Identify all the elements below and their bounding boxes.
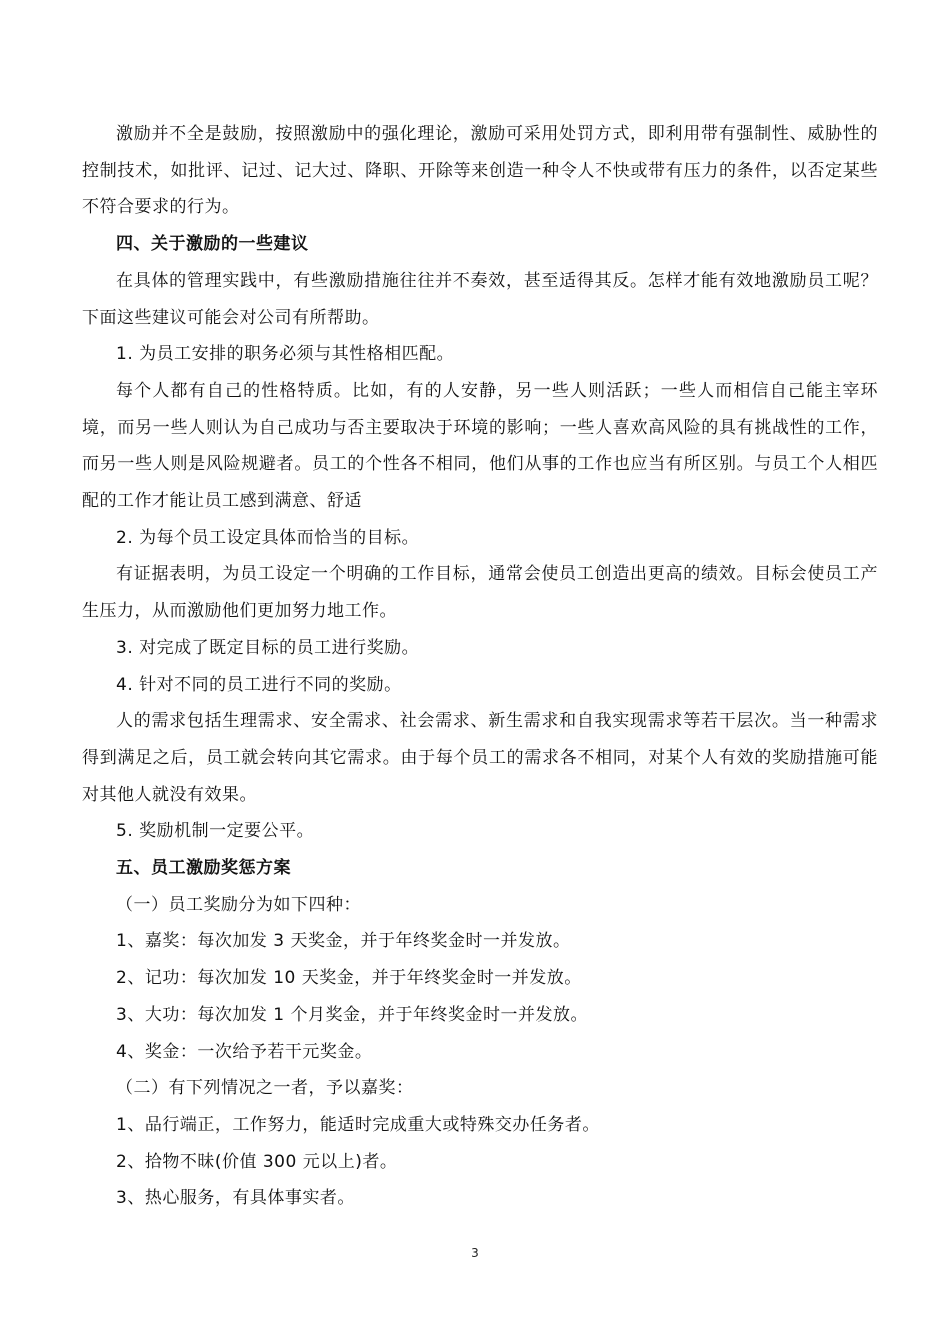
paragraph-personality-traits: 每个人都有自己的性格特质。比如，有的人安静，另一些人则活跃；一些人而相信自己能主宰环境，而另一些人则认为自己成功与否主要取决于环境的影响；一些人喜欢高风险的具有挑战性的工作，而另一些人则是风险规避者。员工的个性各不相同，他们从事的工作也应当有所区别。与员工个人相匹配的工作才能让员工感到满意、舒适 xyxy=(82,380,878,512)
list-item-suggestion-5: 5. 奖励机制一定要公平。 xyxy=(116,821,315,842)
list-item-major-merit: 3、大功：每次加发 1 个月奖金，并于年终奖金时一并发放。 xyxy=(116,1004,588,1025)
list-item-suggestion-1: 1. 为员工安排的职务必须与其性格相匹配。 xyxy=(116,344,455,365)
page-number: 3 xyxy=(471,1246,479,1260)
list-item-condition-2: 2、拾物不昧(价值 300 元以上)者。 xyxy=(116,1151,398,1172)
list-item-suggestion-4: 4. 针对不同的员工进行不同的奖励。 xyxy=(116,674,402,695)
section-heading-suggestions: 四、关于激励的一些建议 xyxy=(116,234,309,255)
list-item-bonus: 4、奖金：一次给予若干元奖金。 xyxy=(116,1041,373,1062)
section-heading-reward-punishment-plan: 五、员工激励奖惩方案 xyxy=(116,858,291,879)
list-item-suggestion-2: 2. 为每个员工设定具体而恰当的目标。 xyxy=(116,527,420,548)
list-item-condition-1: 1、品行端正，工作努力，能适时完成重大或特殊交办任务者。 xyxy=(116,1114,600,1135)
list-item-condition-3: 3、热心服务，有具体事实者。 xyxy=(116,1188,355,1209)
paragraph-needs-hierarchy: 人的需求包括生理需求、安全需求、社会需求、新生需求和自我实现需求等若干层次。当一种需求得到满足之后，员工就会转向其它需求。由于每个员工的需求各不相同，对某个人有效的奖励措施可能对其他人就没有效果。 xyxy=(82,711,878,805)
list-item-merit: 2、记功：每次加发 10 天奖金，并于年终奖金时一并发放。 xyxy=(116,968,582,989)
paragraph-goal-setting: 有证据表明，为员工设定一个明确的工作目标，通常会使员工创造出更高的绩效。目标会使员工产生压力，从而激励他们更加努力地工作。 xyxy=(82,564,878,622)
list-item-suggestion-3: 3. 对完成了既定目标的员工进行奖励。 xyxy=(116,637,420,658)
paragraph-management-practice: 在具体的管理实践中，有些激励措施往往并不奏效，甚至适得其反。怎样才能有效地激励员工呢？下面这些建议可能会对公司有所帮助。 xyxy=(82,270,878,328)
document-body xyxy=(82,116,878,1217)
subheading-reward-types: （一）员工奖励分为如下四种： xyxy=(116,894,361,915)
subheading-commendation-conditions: （二）有下列情况之一者，予以嘉奖： xyxy=(116,1078,414,1099)
paragraph-incentive-punishment: 激励并不全是鼓励，按照激励中的强化理论，激励可采用处罚方式，即利用带有强制性、威胁性的控制技术，如批评、记过、记大过、降职、开除等来创造一种令人不快或带有压力的条件，以否定某些不符合要求的行为。 xyxy=(82,124,878,218)
list-item-commendation: 1、嘉奖：每次加发 3 天奖金，并于年终奖金时一并发放。 xyxy=(116,931,571,952)
